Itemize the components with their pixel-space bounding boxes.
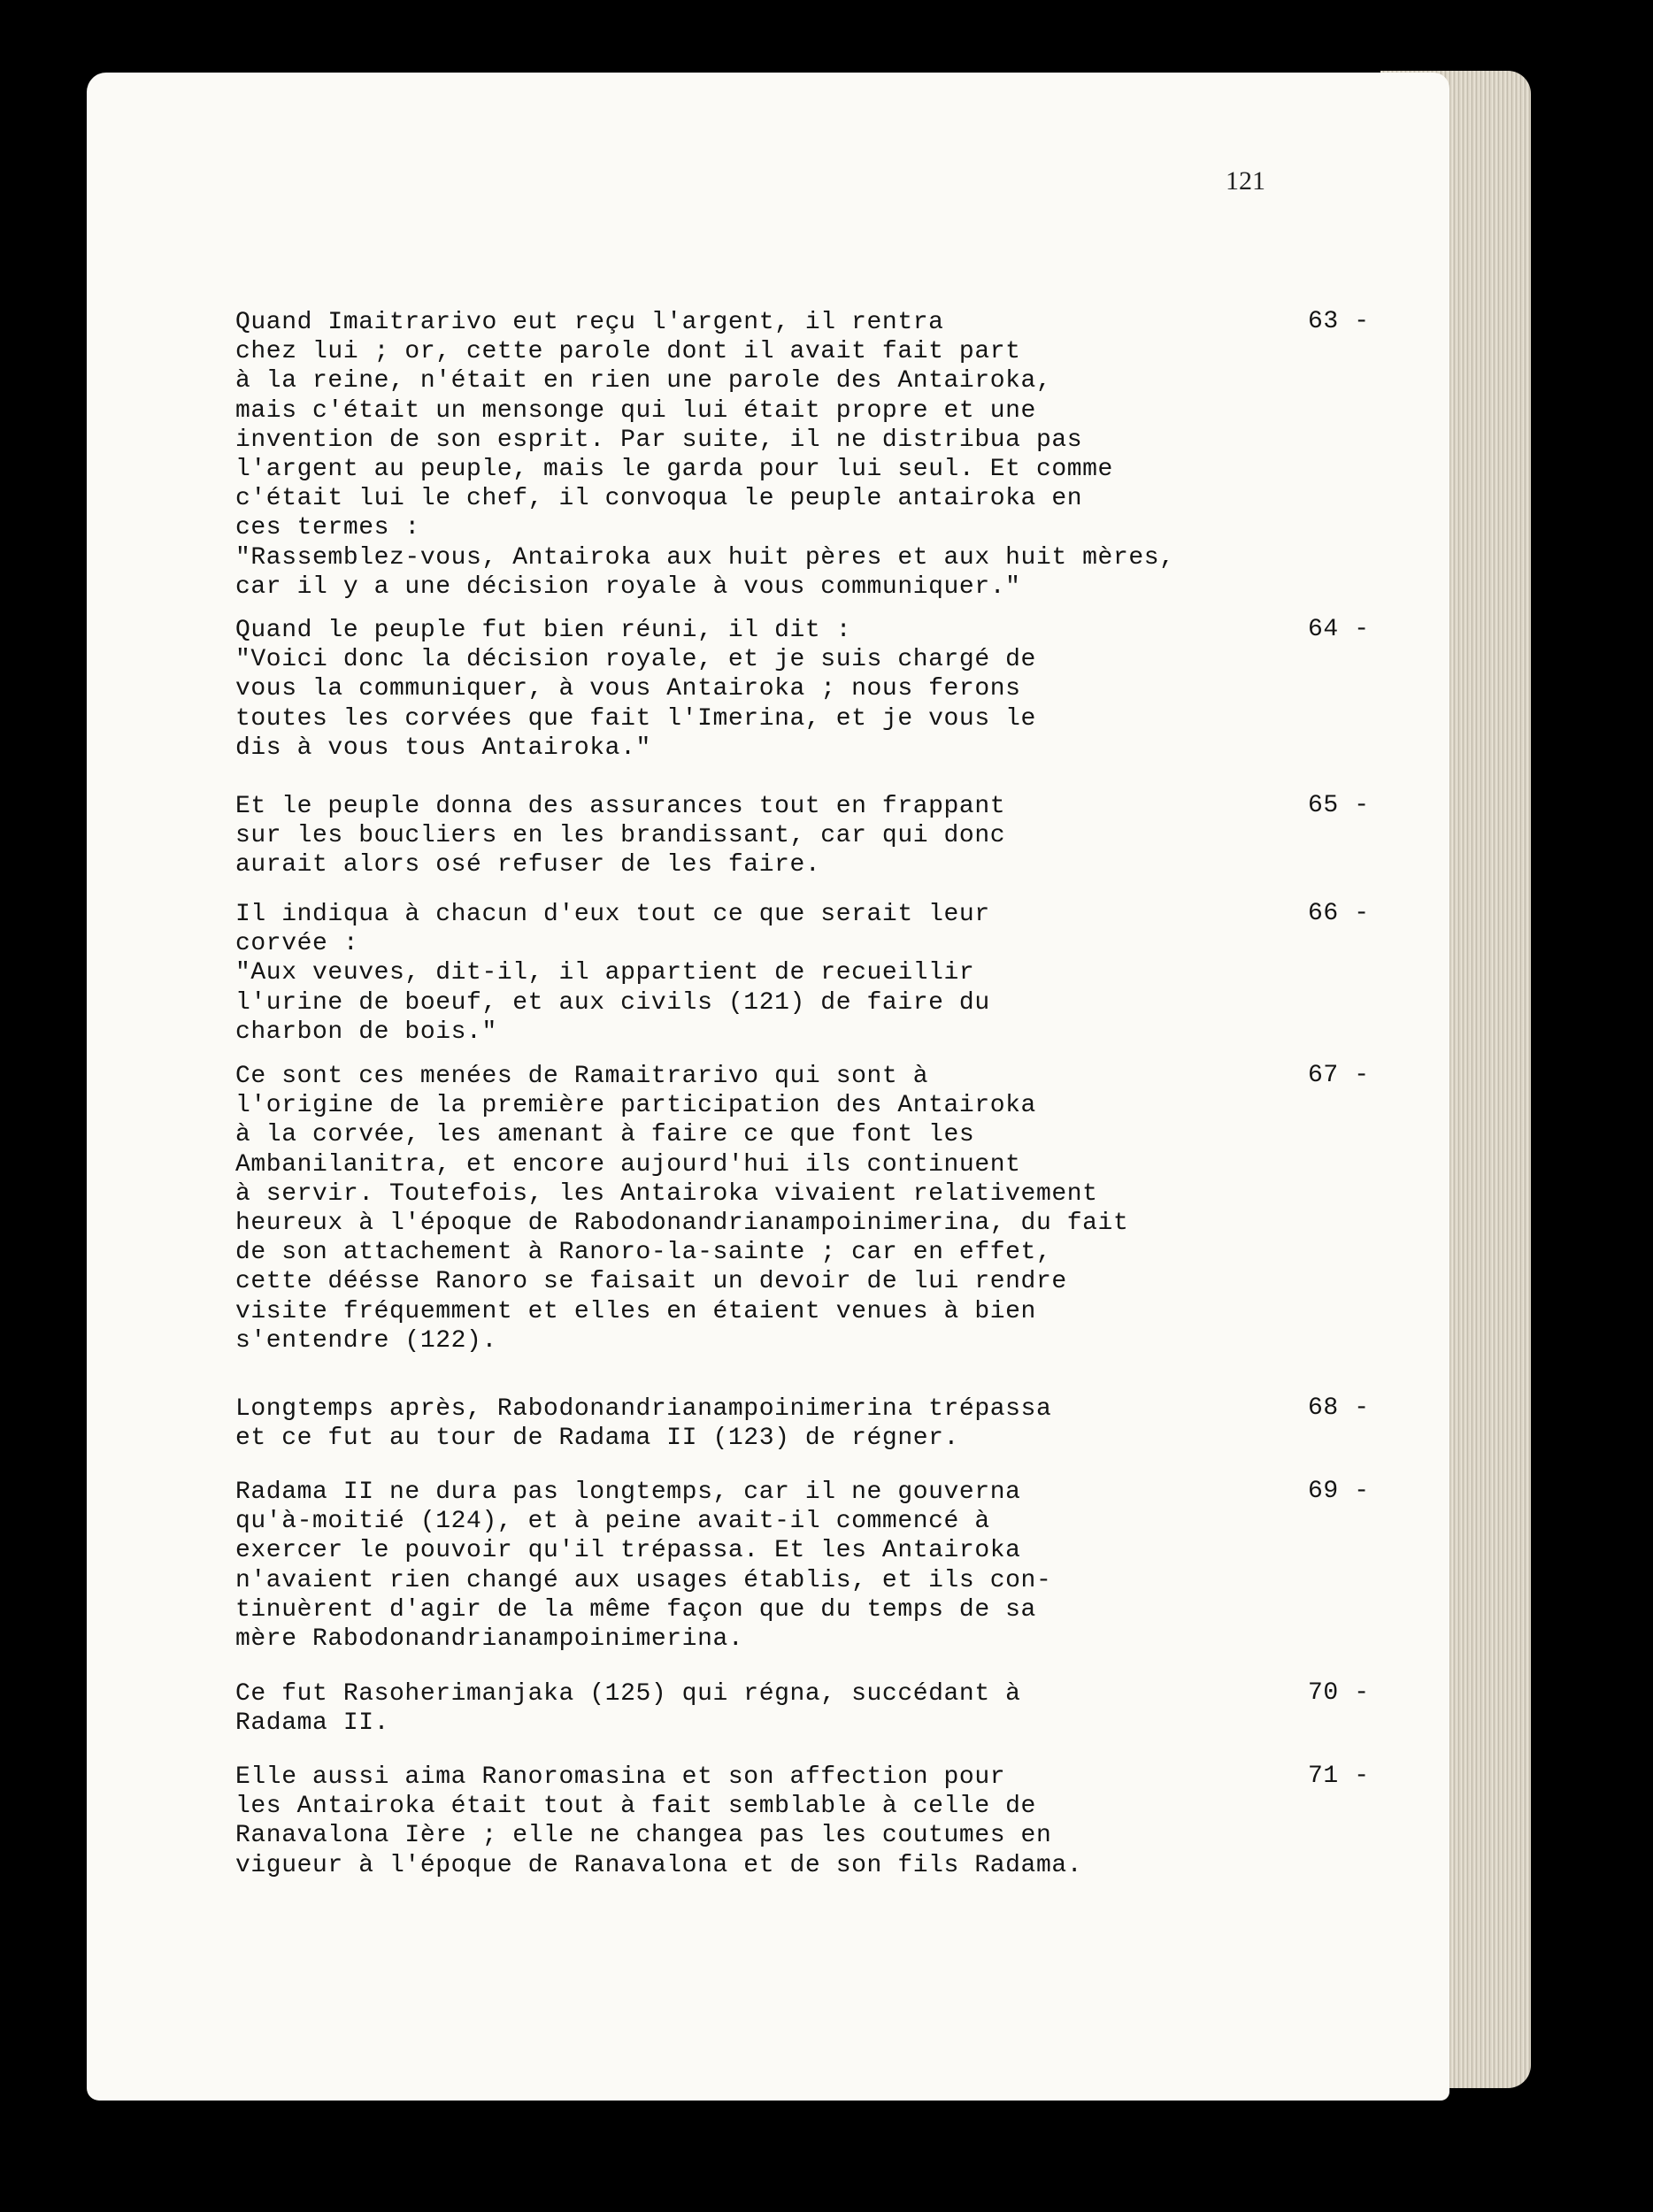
text-line: c'était lui le chef, il convoqua le peuple antairoka en: [235, 485, 1083, 513]
paragraph-63: [235, 308, 1370, 602]
text-line: Longtemps après, Rabodonandrianampoinimerina trépassa: [235, 1395, 1052, 1423]
text-line: Quand Imaitrarivo eut reçu l'argent, il rentra: [235, 309, 944, 336]
paragraph-number: 70 -: [1308, 1679, 1370, 1707]
text-line: mère Rabodonandrianampoinimerina.: [235, 1625, 744, 1654]
paragraph-69: [235, 1478, 1370, 1654]
paragraph-number: 67 -: [1308, 1062, 1370, 1089]
text-line: exercer le pouvoir qu'il trépassa. Et les Antairoka: [235, 1537, 1021, 1565]
text-line: corvée :: [235, 930, 359, 958]
text-line: ces termes :: [235, 514, 420, 542]
paragraph-number: 64 -: [1308, 616, 1370, 643]
text-line: à la reine, n'était en rien une parole des Antairoka,: [235, 367, 1052, 396]
page-number: 121: [1226, 166, 1265, 196]
text-line: de son attachement à Ranoro-la-sainte ; car en effet,: [235, 1239, 1052, 1267]
text-line: Elle aussi aima Ranoromasina et son affection pour: [235, 1763, 1006, 1791]
paragraph-64: [235, 616, 1370, 763]
paragraph-number: 63 -: [1308, 308, 1370, 335]
paragraph-65: [235, 792, 1370, 880]
text-line: à servir. Toutefois, les Antairoka vivaient relativement: [235, 1179, 1098, 1208]
text-line: l'argent au peuple, mais le garda pour lui seul. Et comme: [235, 456, 1113, 484]
paragraph-number: 65 -: [1308, 792, 1370, 819]
text-line: à la corvée, les amenant à faire ce que font les: [235, 1121, 975, 1149]
text-line: n'avaient rien changé aux usages établis, et ils con-: [235, 1566, 1052, 1594]
text-line: aurait alors osé refuser de les faire.: [235, 851, 821, 879]
text-line: "Voici donc la décision royale, et je suis chargé de: [235, 646, 1036, 674]
paragraph-67: [235, 1062, 1370, 1356]
text-line: vigueur à l'époque de Ranavalona et de son fils Radama.: [235, 1851, 1083, 1879]
text-line: s'entendre (122).: [235, 1326, 497, 1355]
text-line: les Antairoka était tout à fait semblable à celle de: [235, 1793, 1036, 1821]
text-line: chez lui ; or, cette parole dont il avait fait part: [235, 338, 1021, 366]
text-line: mais c'était un mensonge qui lui était propre et une: [235, 396, 1036, 425]
text-line: Ambanilanitra, et encore aujourd'hui ils continuent: [235, 1150, 1021, 1179]
text-line: sur les boucliers en les brandissant, car qui donc: [235, 822, 1006, 850]
text-line: car il y a une décision royale à vous communiquer.": [235, 572, 1021, 601]
text-line: heureux à l'époque de Rabodonandrianampoinimerina, du fait: [235, 1210, 1129, 1238]
text-line: "Aux veuves, dit-il, il appartient de recueillir: [235, 959, 975, 987]
book-page: [87, 73, 1449, 2101]
text-line: tinuèrent d'agir de la même façon que du temps de sa: [235, 1595, 1036, 1624]
paragraph-70: [235, 1679, 1370, 1738]
text-line: et ce fut au tour de Radama II (123) de régner.: [235, 1425, 959, 1453]
paragraph-68: [235, 1394, 1370, 1453]
paragraph-number: 68 -: [1308, 1394, 1370, 1422]
paragraph-71: [235, 1763, 1370, 1880]
text-line: cette déésse Ranoro se faisait un devoir de lui rendre: [235, 1268, 1067, 1296]
paragraph-number: 66 -: [1308, 900, 1370, 927]
text-line: Ranavalona Ière ; elle ne changea pas les coutumes en: [235, 1822, 1052, 1850]
text-line: invention de son esprit. Par suite, il ne distribua pas: [235, 426, 1083, 454]
text-line: charbon de bois.": [235, 1018, 497, 1046]
text-line: Il indiqua à chacun d'eux tout ce que serait leur: [235, 901, 990, 928]
text-line: Radama II.: [235, 1709, 390, 1738]
paragraph-number: 69 -: [1308, 1478, 1370, 1505]
text-line: Quand le peuple fut bien réuni, il dit :: [235, 617, 852, 644]
paragraph-66: [235, 900, 1370, 1047]
text-line: Ce sont ces menées de Ramaitrarivo qui sont à: [235, 1063, 929, 1090]
text-line: qu'à-moitié (124), et à peine avait-il commencé à: [235, 1508, 990, 1536]
text-line: visite fréquemment et elles en étaient venues à bien: [235, 1297, 1036, 1325]
text-line: Et le peuple donna des assurances tout en frappant: [235, 793, 1006, 820]
text-line: Radama II ne dura pas longtemps, car il ne gouverna: [235, 1479, 1021, 1506]
text-line: toutes les corvées que fait l'Imerina, et je vous le: [235, 704, 1036, 733]
text-line: vous la communiquer, à vous Antairoka ; nous ferons: [235, 675, 1021, 703]
text-line: Ce fut Rasoherimanjaka (125) qui régna, succédant à: [235, 1680, 1021, 1708]
text-line: l'origine de la première participation des Antairoka: [235, 1092, 1036, 1120]
text-line: dis à vous tous Antairoka.": [235, 733, 651, 762]
paragraph-number: 71 -: [1308, 1763, 1370, 1790]
text-line: l'urine de boeuf, et aux civils (121) de faire du: [235, 988, 990, 1017]
text-line: "Rassemblez-vous, Antairoka aux huit pères et aux huit mères,: [235, 543, 1175, 572]
